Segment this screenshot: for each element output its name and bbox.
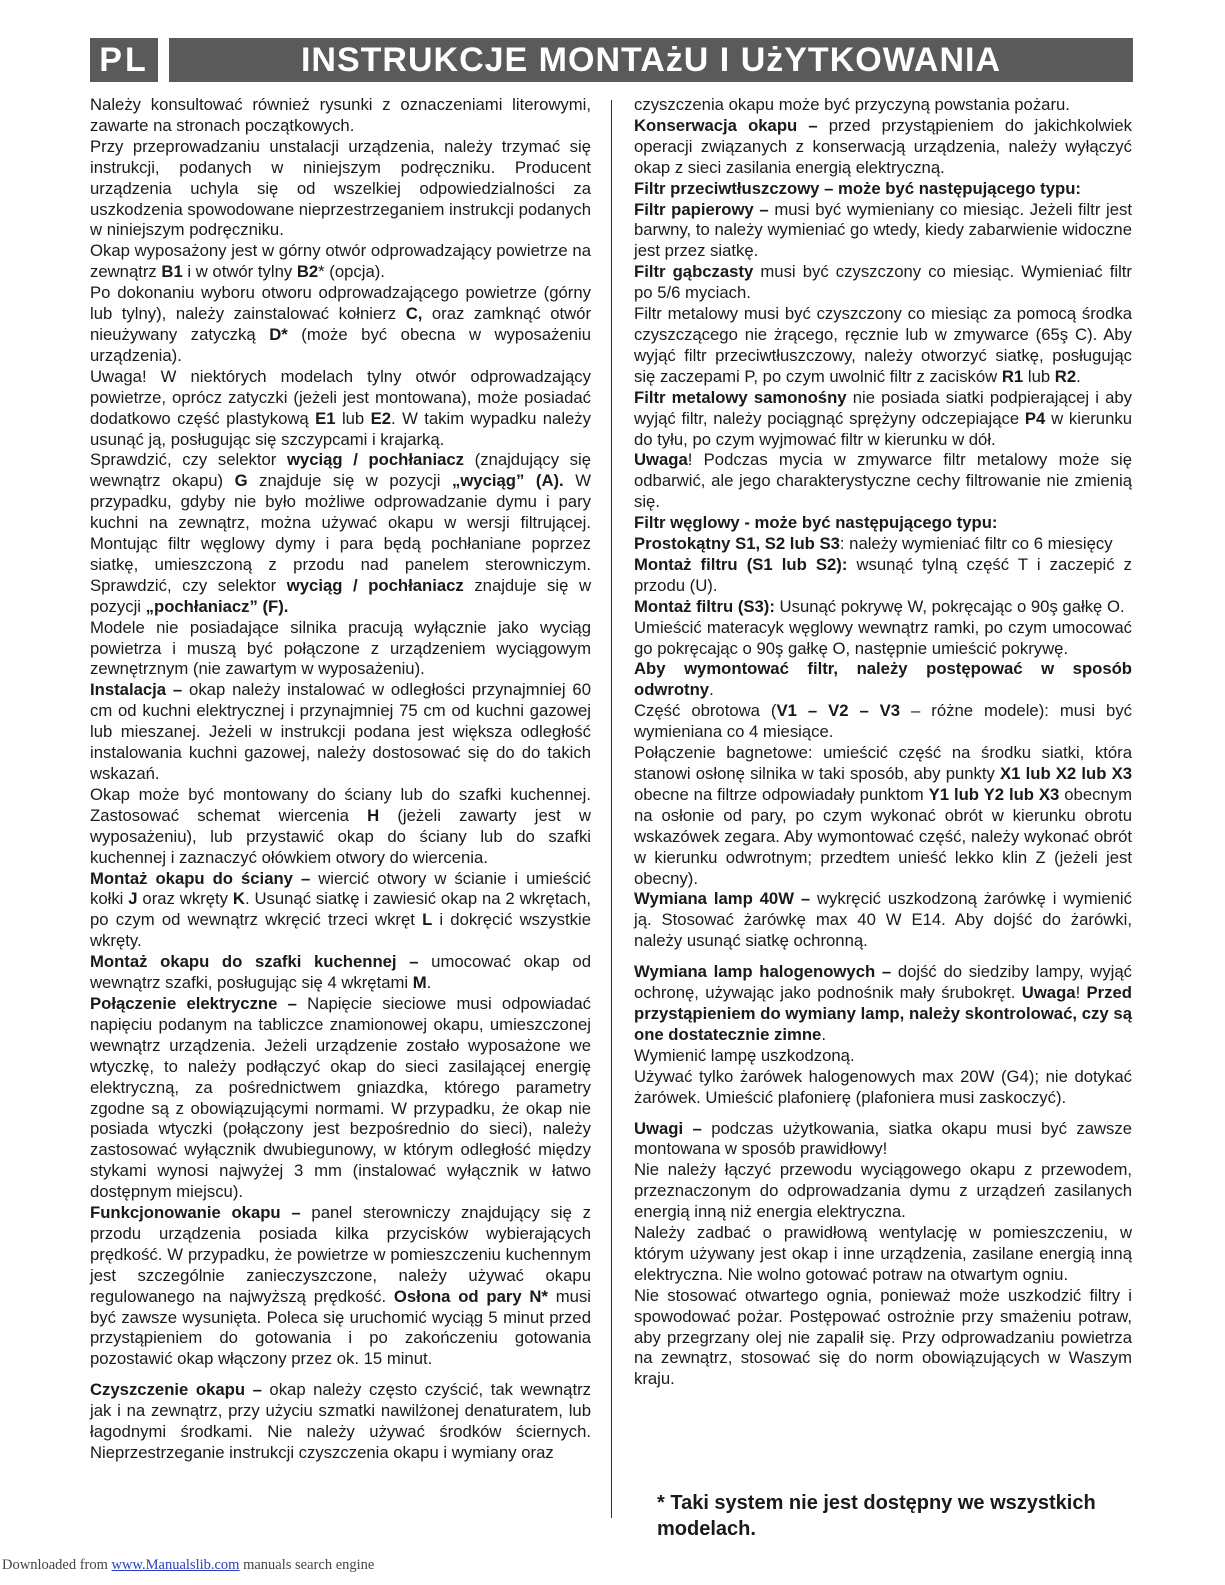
text-run: w kierunku do tyłu, po czym wyjmować filtr w kierunku w dół. [634, 408, 1132, 449]
text-run: Sprawdzić, czy selektor [90, 450, 287, 470]
text-run: oraz zamknąć otwór nieużywany zatyczką [90, 304, 591, 344]
text-run: Używać tylko żarówek halogenowych max 20W (G4); nie dotykać żarówek. Umieścić plafonierę (plafoniera musi zaskoczyć). [634, 1066, 1132, 1107]
bold-text: wyciąg / pochłaniacz [286, 575, 464, 595]
text-run: Uwaga! W niektórych modelach tylny otwór odprowadzający powietrze, oprócz zatyczki (jeżeli jest montowana), może posiadać dodatkowo część plastykową [90, 366, 591, 428]
text-run: ! [1075, 983, 1087, 1003]
text-run: Należy konsultować również rysunki z oznaczeniami literowymi, zawarte na stronach początkowych. [90, 95, 591, 135]
download-footer [2, 1557, 374, 1574]
bold-text: B2 [296, 262, 319, 282]
text-run: czyszczenia okapu może być przyczyną powstania pożaru. [634, 95, 1070, 114]
bold-text: B1 [161, 262, 183, 282]
bold-text: Wymiana lamp halogenowych – [634, 962, 892, 982]
bold-text: Filtr papierowy – [634, 199, 769, 219]
text-run: Okap wyposażony jest w górny otwór odprowadzający powietrze na zewnątrz [90, 241, 591, 282]
bold-text: Montaż okapu do szafki kuchennej – [90, 952, 419, 972]
bold-text: Filtr metalowy samonośny [634, 387, 847, 407]
footnote: * Taki system nie jest dostępny we wszystkich modelach. [657, 1492, 1096, 1540]
bold-text: E2 [370, 408, 392, 428]
bold-text: Czyszczenie okapu – [90, 1380, 262, 1400]
text-run: musi być wymieniany co miesiąc. Jeżeli filtr jest barwny, to należy wymieniać go wtedy, kiedy zabarwienie widoczne jest przez siatkę. [634, 199, 1133, 261]
paragraph [90, 95, 591, 137]
text-run: dojść do siedziby lampy, wyjąć ochronę, używając jako podnośnik mały śrubokręt. [634, 962, 1132, 1003]
text-run: Przy przeprowadzaniu unstalacji urządzenia, należy trzymać się instrukcji, podanych w niniejszym podręczniku. Producent urządzenia uchyla się od wszelkiej odpowiedzialności za uszkodzenia spowodowane nieprzestrzeganiem instrukcji podanych w niniejszym podręczniku. [90, 136, 591, 240]
paragraph [634, 597, 1132, 618]
text-run: . Usunąć siatkę i zawiesić okap na 2 wkrętach, po czym od wewnątrz wkręcić trzeci wkręt [90, 889, 591, 930]
paragraph [634, 1067, 1132, 1109]
bold-text: L [422, 910, 433, 930]
text-run: Modele nie posiadające silnika pracują wyłącznie jako wyciąg powietrza i muszą być połączone z urządzeniem wyciągowym zewnętrznym (nie zawartym w wyposażeniu). [90, 617, 591, 679]
paragraph [634, 618, 1132, 660]
right-column [634, 95, 1132, 1390]
text-run: Należy zadbać o prawidłową wentylację w pomieszczeniu, w którym używany jest okap i inne urządzenia, zasilane energią inną elektryczna. Nie wolno gotować potraw na otwartym ogniu. [634, 1223, 1132, 1284]
text-run: wsunąć tylną część T i zaczepić z przodu (U). [634, 554, 1132, 595]
text-run: obecnym na osłonie od pary, po czym wykonać obrót w kierunku obrotu wskazówek zegara. Aby wymontować część, należy wykonać obrót w kierunku odwrotnym; przedtem unieść lekko klin Z (jeżeli jest obecny). [634, 784, 1132, 888]
bold-text: Funkcjonowanie okapu – [90, 1203, 301, 1223]
bold-text: Aby wymontować filtr, należy postępować w sposób odwrotny [634, 659, 1132, 700]
text-run: znajduje się w pozycji [247, 471, 452, 491]
paragraph [90, 1203, 591, 1370]
paragraph [634, 743, 1132, 889]
page-header [90, 38, 1133, 82]
bold-text: Połączenie elektryczne – [90, 993, 297, 1013]
text-run: (znajdujący się wewnątrz okapu) [90, 450, 592, 491]
paragraph [634, 450, 1132, 513]
bold-text: D* [269, 324, 288, 344]
text-run: musi być czyszczony co miesiąc. Wymieniać filtr po 5/6 myciach. [634, 262, 1132, 303]
bold-text: Konserwacja okapu – [634, 115, 818, 135]
text-run: Usunąć pokrywę W, pokręcając o 90ş gałkę O. [774, 596, 1125, 616]
text-run: Umieścić materacyk węglowy wewnątrz ramki, po czym umocować go pokręcając o 90ş gałkę O, następnie umieścić pokrywę. [634, 617, 1132, 658]
text-run: okap należy często czyścić, tak wewnątrz jak i na zewnątrz, przy użyciu szmatki nawilżonej denaturatem, lub łagodnymi środkami. Nie należy używać środków ściernych. Nieprzestrzeganie instrukcji czyszczenia okapu i wymiany oraz [90, 1380, 591, 1462]
column-divider [611, 100, 612, 1518]
paragraph [634, 262, 1132, 304]
bold-text: E1 [315, 408, 336, 428]
paragraph [90, 367, 591, 451]
bold-text: Filtr przeciwtłuszczowy – może być następującego typu: [634, 178, 1081, 198]
bold-text: wyciąg / pochłaniacz [286, 450, 465, 470]
bold-text: Filtr węglowy - może być następującego typu: [634, 513, 998, 533]
text-run: . [1076, 366, 1081, 386]
paragraph [634, 701, 1132, 743]
paragraph [634, 1286, 1132, 1391]
paragraph [634, 513, 1132, 534]
text-run: : należy wymieniać filtr co 6 miesięcy [839, 534, 1113, 554]
paragraph [634, 116, 1132, 179]
text-run: oraz wkręty [137, 889, 233, 909]
paragraph [90, 1380, 591, 1464]
bold-text: Montaż filtru (S1 lub S2): [634, 554, 848, 574]
text-run: i dokręcić wszystkie wkręty. [90, 910, 591, 951]
paragraph [634, 1119, 1132, 1161]
text-run: (jeżeli zawarty jest w wyposażeniu), lub przystawić okap do ściany lub do szafki kuchennej i zaznaczyć ołówkiem otwory do wiercenia. [90, 805, 591, 867]
bold-text: J [128, 889, 138, 909]
bold-text: R2 [1054, 366, 1077, 386]
bold-text: Uwaga [1021, 983, 1076, 1003]
language-badge: PL [90, 38, 158, 82]
paragraph [634, 304, 1132, 388]
manualslib-link[interactable]: www.Manualslib.com [111, 1557, 240, 1573]
bold-text: Uwagi – [634, 1118, 702, 1138]
bold-text: Uwaga [634, 450, 688, 470]
paragraph [90, 869, 591, 953]
text-run: Po dokonaniu wyboru otworu odprowadzającego powietrze (górny lub tylny), należy zainstalować kołnierz [90, 283, 591, 324]
paragraph [90, 137, 591, 242]
bold-text: Przed przystąpieniem do wymiany lamp, należy skontrolować, czy są one dostatecznie zimne [634, 983, 1132, 1044]
text-run: Nie stosować otwartego ognia, ponieważ może uszkodzić filtry i spowodować pożar. Postępować ostrożnie przy smażeniu potraw, aby przegrzany olej nie zapalił się. Przy odprowadzaniu powietrza na zewnątrz, stosować się do norm obowiązujących w Waszym kraju. [634, 1285, 1132, 1389]
paragraph [90, 994, 591, 1203]
text-run: Połączenie bagnetowe: umieścić część na środku siatki, która stanowi osłonę silnika w taki sposób, aby punkty [634, 743, 1132, 783]
bold-text: M [412, 973, 427, 993]
text-run: okap należy instalować w odległości przynajmniej 60 cm od kuchni elektrycznej i przynajmniej 75 cm od kuchni gazowej lub mieszanej. Jeżeli w instrukcji podana jest większa odległość instalowania kuchni gazowej, należy dostosować się do do takich wskazań. [90, 680, 591, 783]
bold-text: Wymiana lamp 40W – [634, 889, 811, 909]
text-run: Filtr metalowy musi być czyszczony co miesiąc za pomocą środka czyszczącego nie żrącego, ręcznie lub w zmywarce (65ş C). Aby wyjąć filtr przeciwtłuszczowy, należy otworzyć siatkę, posługując się zaczepami P, po czym uwolnić filtr z zacisków [634, 304, 1132, 386]
paragraph [634, 534, 1132, 555]
paragraph [90, 952, 591, 994]
text-run: lub [1023, 366, 1055, 386]
text-run: . [821, 1024, 826, 1044]
paragraph [634, 388, 1132, 451]
text-run: . [709, 680, 714, 700]
paragraph [634, 555, 1132, 597]
bold-text: Prostokątny S1, S2 lub S3 [634, 534, 840, 554]
paragraph [634, 962, 1132, 1046]
paragraph [634, 659, 1132, 701]
paragraph [90, 283, 591, 367]
text-run: Nie należy łączyć przewodu wyciągowego okapu z przewodem, przeznaczonym do odprowadzania dymu z urządzeń zasilanych energią inną niż energia elektryczna. [634, 1160, 1132, 1222]
text-run: W przypadku, gdyby nie było możliwe odprowadzanie dymu i pary kuchni na zewnątrz, można używać okapu w wersji filtrującej. Montując filtr węglowy dymy i para będą pochłaniane poprzez siatkę, umieszczoną z przodu nad panelem sterowniczym. Sprawdzić, czy selektor [90, 471, 591, 595]
paragraph [634, 1223, 1132, 1286]
bold-text: „wyciąg” (A). [451, 471, 564, 491]
paragraph [634, 1160, 1132, 1223]
paragraph [634, 1046, 1132, 1067]
bold-text: Osłona od pary N* [393, 1286, 548, 1306]
text-run: podczas użytkowania, siatka okapu musi być zawsze montowana w sposób prawidłowy! [634, 1118, 1133, 1159]
bold-text: Instalacja – [90, 680, 183, 700]
text-run: wiercić otwory w ścianie i umieścić kołki [90, 868, 591, 909]
paragraph [90, 450, 591, 617]
text-run: musi być zawsze wysunięta. Poleca się uruchomić wyciąg 5 minut przed przystąpieniem do gotowania i po zakończeniu gotowania pozostawić okap włączony przez ok. 15 minut. [90, 1286, 592, 1369]
bold-text: Montaż filtru (S3): [634, 596, 775, 616]
bold-text: H [367, 805, 380, 825]
paragraph [90, 618, 591, 681]
text-run: Część obrotowa ( [634, 701, 777, 721]
text-run: nie posiada siatki podpierającej i aby wyjąć filtr, należy pociągnąć sprężyny odczepiające [634, 387, 1132, 428]
text-run: Okap może być montowany do ściany lub do szafki kuchennej. Zastosować schemat wiercenia [90, 784, 591, 825]
text-run: lub [335, 408, 371, 428]
left-column [90, 95, 591, 1464]
text-run: umocować okap od wewnątrz szafki, posługując się 4 wkrętami [90, 952, 591, 993]
bold-text: K [232, 889, 245, 909]
bold-text: „pochłaniacz” (F). [145, 596, 289, 616]
paragraph [90, 785, 591, 869]
text-run: i w otwór tylny [182, 262, 297, 282]
text-run: przed przystąpieniem do jakichkolwiek operacji związanych z konserwacją urządzenia, należy wyłączyć okap z sieci zasilania energią elektryczną. [634, 115, 1132, 177]
paragraph [90, 241, 591, 283]
bold-text: P4 [1024, 408, 1046, 428]
text-run: (może być obecna w wyposażeniu urządzenia). [90, 324, 591, 365]
paragraph-gap [634, 952, 1132, 962]
text-run: . [426, 973, 432, 993]
paragraph [634, 889, 1132, 952]
text-run: ! Podczas mycia w zmywarce filtr metalowy może się odbarwić, ale jego charakterystyczne cechy filtrowanie nie zmienią się. [634, 450, 1132, 512]
paragraph [634, 200, 1132, 263]
footer-suffix: manuals search engine [239, 1557, 375, 1573]
bold-text: X1 lub X2 lub X3 [1000, 764, 1132, 783]
bold-text: Filtr gąbczasty [634, 262, 754, 282]
text-run: – różne modele): musi być wymieniana co 4 miesiące. [634, 701, 1133, 742]
text-run: obecne na filtrze odpowiadały punktom [634, 784, 929, 804]
paragraph-gap [90, 1370, 591, 1380]
bold-text: V1 – V2 – V3 [776, 701, 901, 721]
page-title: INSTRUKCJE MONTAżU I UżYTKOWANIA [169, 38, 1133, 82]
text-run: panel sterowniczy znajdujący się z przodu urządzenia posiada kilka przycisków wybierających prędkość. W przypadku, że powietrze w pomieszczeniu kuchennym jest szczególnie zanieczyszczone, należy używać okapu regulowanego na najwyższą prędkość. [90, 1203, 591, 1306]
bold-text: C, [405, 304, 423, 324]
footer-prefix: Downloaded from [2, 1557, 112, 1573]
bold-text: Y1 lub Y2 lub X3 [928, 784, 1060, 804]
paragraph [90, 680, 591, 785]
paragraph [634, 179, 1132, 200]
paragraph [634, 95, 1132, 116]
paragraph-gap [634, 1109, 1132, 1119]
bold-text: G [234, 471, 248, 491]
text-run: wykręcić uszkodzoną żarówkę i wymienić ją. Stosować żarówkę max 40 W E14. Aby dojść do żarówki, należy usunąć siatkę ochronną. [634, 889, 1132, 951]
text-run: znajduje się w pozycji [90, 575, 592, 616]
text-run: . W takim wypadku należy usunąć ją, posługując się szczypcami i krajarką. [90, 408, 591, 449]
bold-text: R1 [1001, 366, 1024, 386]
text-run: Wymienić lampę uszkodzoną. [634, 1045, 855, 1065]
bold-text: Montaż okapu do ściany – [90, 868, 311, 888]
text-run: Napięcie sieciowe musi odpowiadać napięciu podanym na tabliczce znamionowej okapu, umieszczonej wewnątrz urządzenia. Jeżeli urządzenie zostało wyposażone we wtyczkę, to należy podłączyć okap do sieci zasilającej energię elektryczną, za pośrednictwem gniazdka, którego parametry zgodne są z obowiązującymi normami. W przypadku, że okap nie posiada wtyczki (połączony jest bezpośrednio do sieci), należy zastosować wyłącznik dwubiegunowy, w którym odległość między stykami wynosi najwyżej 3 mm (instalować wyłącznik w łatwo dostępnym miejscu). [90, 993, 591, 1202]
text-run: * (opcja). [318, 262, 385, 282]
